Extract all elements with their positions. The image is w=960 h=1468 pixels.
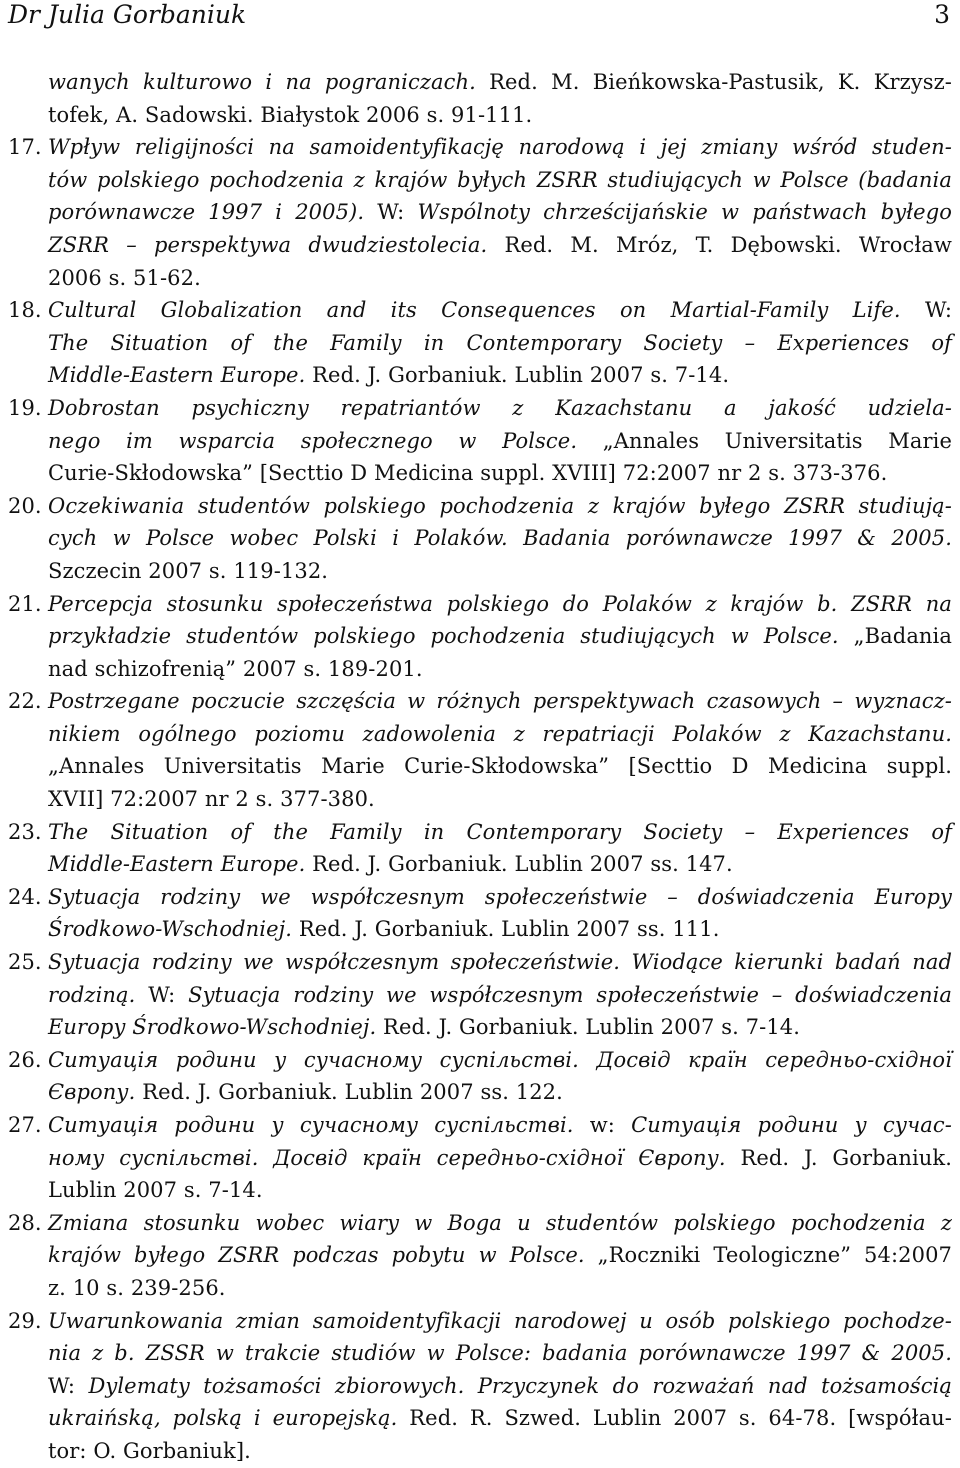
entry-title-text: Postrzegane poczucie szczęścia w różnych perspektywach czasowych – wyznacz- — [48, 689, 952, 714]
entry-title-text: Ситуація родини у сучасному суспільстві. Досвід країн середньо-східної — [48, 1047, 952, 1072]
entry-line — [48, 913, 952, 946]
entry-line — [48, 262, 952, 295]
entry-line — [48, 588, 952, 621]
entry-line — [48, 1272, 952, 1305]
entry-title-text: nikiem ogólnego poziomu zadowolenia z repatriacji Polaków z Kazachstanu. — [48, 721, 952, 746]
entry-line — [48, 490, 952, 523]
entry-title-text: Zmiana stosunku wobec wiary w Boga u studentów polskiego pochodzenia z — [48, 1210, 952, 1235]
entry-line — [48, 66, 952, 99]
bibliography-list — [8, 66, 953, 1468]
entry-title-text: przykładzie studentów polskiego pochodzenia studiujących w Polsce. — [48, 624, 839, 649]
entry-line — [48, 1142, 952, 1175]
bibliography-entry — [8, 294, 952, 392]
bibliography-entry — [8, 1044, 952, 1109]
entry-citation-text: W: — [48, 1373, 89, 1398]
bibliography-entry — [8, 946, 953, 1044]
entry-citation-text: Szczecin 2007 s. 119-132. — [48, 558, 329, 583]
entry-line — [48, 1239, 952, 1272]
entry-citation-text: „Annales Universitatis Marie — [577, 428, 953, 453]
bibliography-entry — [8, 685, 952, 815]
entry-title-text: krajów byłego ZSRR podczas pobytu w Polsce. — [48, 1243, 585, 1268]
entry-line — [48, 392, 952, 425]
entry-line — [48, 620, 952, 653]
running-header — [8, 0, 952, 34]
entry-citation-text: Red. J. Gorbaniuk. Lublin 2007 s. 7-14. — [305, 363, 730, 388]
entry-line — [48, 359, 952, 392]
entry-line — [48, 327, 952, 360]
entry-number: 22. — [8, 689, 42, 714]
entry-line — [48, 1174, 952, 1207]
entry-number: 17. — [8, 135, 42, 160]
entry-line — [48, 196, 952, 229]
header-author: Dr Julia Gorbaniuk — [8, 0, 247, 29]
entry-line — [48, 522, 952, 555]
entry-title-text: Europy Środkowo-Wschodniej. — [48, 1015, 377, 1040]
entry-citation-text: Red. R. Szwed. Lublin 2007 s. 64-78. [współau- — [397, 1406, 952, 1431]
entry-title-text: Ситуація родини у сучасному суспільстві. — [48, 1113, 574, 1137]
entry-citation-text: Red. M. Bieńkowska-Pastusik, K. Krzysz- — [475, 70, 952, 94]
entry-citation-text: Red. J. Gorbaniuk. Lublin 2007 ss. 147. — [305, 852, 733, 877]
entry-title-text: Wspólnoty chrześcijańskie w państwach byłego — [417, 200, 952, 225]
entry-line — [48, 1337, 952, 1370]
entry-title-text: tów polskiego pochodzenia z krajów byłych ZSRR studiujących w Polsce (badania — [48, 167, 952, 192]
entry-title-text: porównawcze 1997 i 2005). — [48, 200, 365, 225]
entry-title-text: Oczekiwania studentów polskiego pochodzenia z krajów byłego ZSRR studiują- — [48, 493, 952, 518]
entry-title-text: Percepcja stosunku społeczeństwa polskiego do Polaków z krajów b. ZSRR na — [48, 591, 952, 616]
bibliography-entry — [8, 816, 952, 881]
bibliography-entry — [8, 881, 952, 946]
entry-title-text: wanych kulturowo i na pograniczach. — [48, 70, 476, 94]
entry-line — [48, 229, 952, 262]
entry-number: 21. — [8, 591, 42, 616]
entry-citation-text: XVII] 72:2007 nr 2 s. 377-380. — [48, 787, 375, 812]
entry-line — [48, 816, 952, 849]
entry-title-text: Sytuacja rodziny we współczesnym społeczeństwie. Wiodące kierunki badań nad — [48, 950, 952, 975]
entry-line — [48, 294, 952, 327]
entry-citation-text: Lublin 2007 s. 7-14. — [48, 1178, 263, 1203]
bibliography-entry — [8, 1207, 952, 1305]
entry-title-text: cych w Polsce wobec Polski i Polaków. Badania porównawcze 1997 & 2005. — [48, 526, 952, 551]
entry-number: 26. — [8, 1047, 42, 1072]
entry-title-text: nia z b. ZSSR w trakcie studiów w Polsce: badania porównawcze 1997 & 2005. — [48, 1341, 952, 1366]
entry-line — [48, 1109, 952, 1142]
bibliography-entry — [48, 66, 952, 131]
entry-title-text: Sytuacja rodziny we współczesnym społeczeństwie – doświadczenia Europy — [48, 884, 952, 909]
entry-citation-text: W: — [135, 982, 189, 1007]
entry-line — [48, 1305, 952, 1338]
entry-citation-text: tofek, A. Sadowski. Białystok 2006 s. 91-111. — [48, 102, 533, 127]
entry-line — [48, 1011, 952, 1044]
entry-line — [48, 750, 952, 783]
entry-citation-text: 2006 s. 51-62. — [48, 265, 201, 290]
entry-citation-text: „Annales Universitatis Marie Curie-Skłodowska” [Secttio D Medicina suppl. — [48, 754, 952, 779]
entry-line — [48, 1435, 952, 1468]
entry-title-text: ukraińską, polską i europejską. — [48, 1406, 398, 1431]
entry-number: 28. — [8, 1210, 42, 1235]
entry-citation-text: W: — [364, 200, 418, 225]
entry-line — [48, 1402, 952, 1435]
entry-number: 27. — [8, 1113, 42, 1137]
entry-number: 18. — [8, 298, 42, 323]
entry-title-text: Sytuacja rodziny we współczesnym społeczeństwie – doświadczenia — [188, 982, 953, 1007]
entry-line — [48, 881, 952, 914]
page-number: 3 — [934, 0, 950, 29]
entry-title-text: rodziną. — [48, 982, 136, 1007]
entry-title-text: Ситуація родини у сучас- — [631, 1113, 952, 1137]
entry-number: 19. — [8, 395, 42, 420]
entry-citation-text: „Badania — [838, 624, 952, 649]
entry-line — [48, 783, 952, 816]
entry-title-text: The Situation of the Family in Contemporary Society – Experiences of — [48, 330, 952, 355]
bibliography-entry — [8, 1109, 952, 1207]
bibliography-entry — [8, 131, 952, 294]
entry-number: 25. — [8, 950, 42, 975]
entry-citation-text: Curie-Skłodowska” [Secttio D Medicina suppl. XVIII] 72:2007 nr 2 s. 373-376. — [48, 461, 888, 486]
entry-line — [48, 164, 952, 197]
entry-number: 29. — [8, 1308, 42, 1333]
entry-line — [48, 1076, 952, 1109]
entry-title-text: ZSRR – perspektywa dwudziestolecia. — [48, 232, 488, 257]
entry-citation-text: Red. J. Gorbaniuk. — [725, 1145, 952, 1170]
entry-number: 20. — [8, 493, 42, 518]
entry-title-text: Європу. — [48, 1080, 136, 1105]
entry-citation-text: Red. J. Gorbaniuk. Lublin 2007 ss. 111. — [292, 917, 720, 942]
entry-line — [48, 99, 952, 132]
entry-title-text: Uwarunkowania zmian samoidentyfikacji narodowej u osób polskiego pochodze- — [48, 1308, 952, 1333]
entry-line — [48, 457, 952, 490]
entry-citation-text: Red. J. Gorbaniuk. Lublin 2007 ss. 122. — [135, 1080, 563, 1105]
bibliography-entry — [8, 1305, 952, 1468]
bibliography-entry — [8, 490, 952, 588]
entry-citation-text: nad schizofrenią” 2007 s. 189-201. — [48, 656, 423, 681]
entry-line — [48, 718, 952, 751]
entry-line — [48, 1370, 952, 1403]
entry-line — [48, 653, 952, 686]
entry-title-text: Wpływ religijności na samoidentyfikację narodową i jej zmiany wśród studen- — [48, 135, 952, 160]
entry-number: 24. — [8, 884, 42, 909]
entry-title-text: Middle-Eastern Europe. — [48, 363, 306, 388]
entry-title-text: ному суспільстві. Досвід країн середньо-східної Європу. — [48, 1145, 726, 1170]
entry-line — [48, 848, 952, 881]
entry-number: 23. — [8, 819, 42, 844]
entry-citation-text: „Roczniki Teologiczne” 54:2007 — [584, 1243, 952, 1268]
entry-citation-text: w: — [573, 1113, 632, 1137]
entry-title-text: Middle-Eastern Europe. — [48, 852, 306, 877]
entry-line — [48, 131, 952, 164]
entry-title-text: Środkowo-Wschodniej. — [48, 917, 293, 942]
entry-title-text: Dylematy tożsamości zbiorowych. Przyczynek do rozważań nad tożsamością — [88, 1373, 952, 1398]
entry-title-text: Cultural Globalization and its Consequences on Martial-Family Life. — [48, 298, 901, 323]
entry-citation-text: W: — [900, 298, 952, 323]
entry-line — [48, 1207, 952, 1240]
entry-citation-text: z. 10 s. 239-256. — [48, 1275, 226, 1300]
entry-title-text: Dobrostan psychiczny repatriantów z Kazachstanu a jakość udziela- — [48, 395, 952, 420]
entry-line — [48, 979, 952, 1012]
bibliography-entry — [8, 588, 952, 686]
entry-line — [48, 1044, 952, 1077]
entry-line — [48, 425, 952, 458]
entry-title-text: The Situation of the Family in Contemporary Society – Experiences of — [48, 819, 952, 844]
entry-citation-text: Red. M. Mróz, T. Dębowski. Wrocław — [487, 232, 952, 257]
entry-line — [48, 555, 952, 588]
entry-citation-text: Red. J. Gorbaniuk. Lublin 2007 s. 7-14. — [376, 1015, 801, 1040]
bibliography-entry — [8, 392, 953, 490]
entry-line — [48, 946, 952, 979]
entry-citation-text: tor: O. Gorbaniuk]. — [48, 1438, 251, 1463]
entry-title-text: nego im wsparcia społecznego w Polsce. — [48, 428, 578, 453]
entry-line — [48, 685, 952, 718]
